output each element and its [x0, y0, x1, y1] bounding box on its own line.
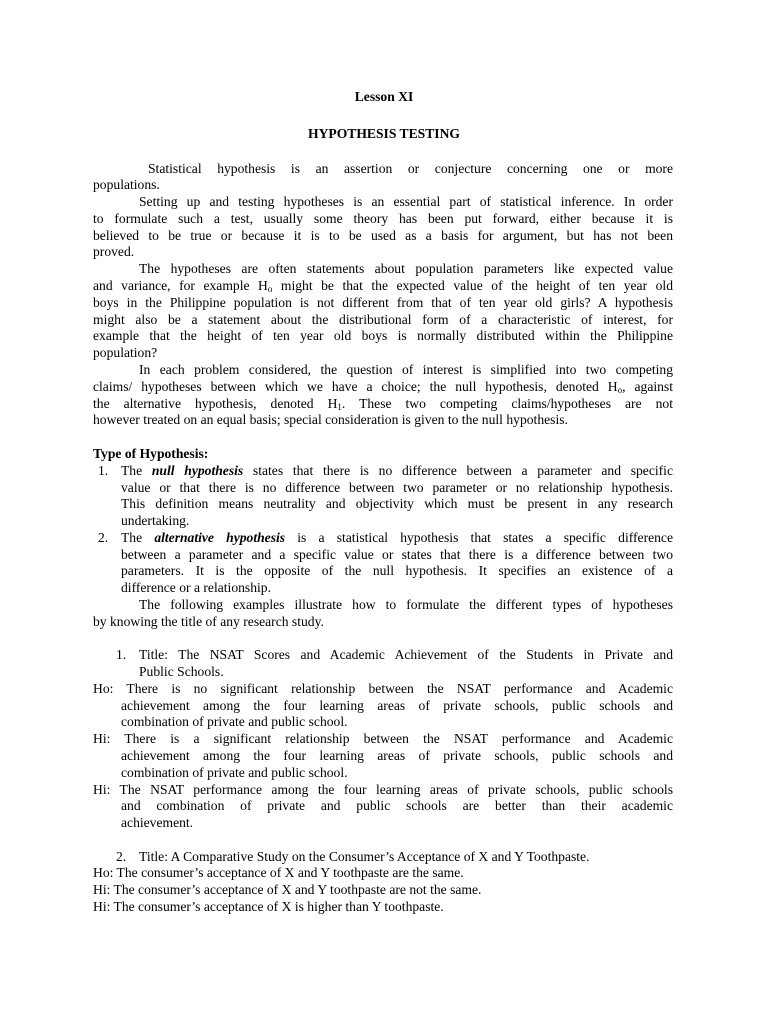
- example-number: 2.: [116, 849, 127, 864]
- paragraph-line: might also be a statement about the distributional form of a characteristic of interest, for: [93, 312, 673, 327]
- paragraph-line: populations.: [93, 177, 160, 192]
- paragraph-line: In each problem considered, the question of interest is simplified into two competing: [139, 362, 673, 377]
- paragraph-line: Setting up and testing hypotheses is an essential part of statistical inference. In order: [139, 194, 673, 209]
- page-title: HYPOTHESIS TESTING: [308, 126, 460, 141]
- hypothesis-hi: Hi: The NSAT performance among the four learning areas of private schools, public schools: [93, 782, 673, 797]
- paragraph-line: believed to be true or because it is to be used as a basis for argument, but has not been: [93, 228, 673, 243]
- example-title: Title: The NSAT Scores and Academic Achievement of the Students in Private and: [139, 647, 673, 662]
- list-item: The alternative hypothesis is a statistical hypothesis that states a specific difference: [121, 530, 673, 545]
- example-number: 1.: [116, 647, 127, 662]
- list-item-line: undertaking.: [121, 513, 190, 528]
- paragraph-line: The hypotheses are often statements about population parameters like expected value: [139, 261, 673, 276]
- paragraph-line: proved.: [93, 244, 135, 259]
- example-title: Public Schools.: [139, 664, 224, 679]
- list-item-line: parameters. It is the opposite of the null hypothesis. It specifies an existence of a: [121, 563, 673, 578]
- hypothesis-ho: achievement among the four learning areas of private schools, public schools and: [121, 698, 673, 713]
- paragraph-line: claims/ hypotheses between which we have a choice; the null hypothesis, denoted $H_o$, against: [93, 379, 674, 395]
- list-number: 1.: [98, 463, 109, 478]
- paragraph-line: The following examples illustrate how to formulate the different types of hypotheses: [139, 597, 673, 612]
- hypothesis-hi: achievement.: [121, 815, 194, 830]
- paragraph-line: however treated on an equal basis; special consideration is given to the null hypothesis.: [93, 412, 568, 427]
- list-item-line: value or that there is no difference between two parameter or no relationship hypothesis.: [121, 480, 673, 495]
- hypothesis-hi: Hi: There is a significant relationship between the NSAT performance and Academic: [93, 731, 673, 746]
- list-number: 2.: [98, 530, 109, 545]
- paragraph-line: and variance, for example $H_o$ might be that the expected value of the height of ten year old: [93, 278, 673, 294]
- paragraph-line: example that the height of ten year old boys is normally distributed within the Philippine: [93, 328, 673, 343]
- hypothesis-ho: combination of private and public school.: [121, 714, 348, 729]
- list-item-line: between a parameter and a specific value or states that there is a difference between two: [121, 547, 673, 562]
- list-item: The null hypothesis states that there is no difference between a parameter and specific: [121, 463, 673, 478]
- hypothesis-ho: Ho: There is no significant relationship between the NSAT performance and Academic: [93, 681, 673, 696]
- hypothesis-hi: Hi: The consumer’s acceptance of X is higher than Y toothpaste.: [93, 899, 444, 914]
- hypothesis-hi: combination of private and public school.: [121, 765, 348, 780]
- list-item-line: difference or a relationship.: [121, 580, 271, 595]
- paragraph-line: by knowing the title of any research study.: [93, 614, 324, 629]
- hypothesis-hi: and combination of private and public schools are better than their academic: [121, 798, 673, 813]
- hypothesis-ho: Ho: The consumer’s acceptance of X and Y toothpaste are the same.: [93, 865, 464, 880]
- example-title: Title: A Comparative Study on the Consumer’s Acceptance of X and Y Toothpaste.: [139, 849, 590, 864]
- hypothesis-hi: achievement among the four learning areas of private schools, public schools and: [121, 748, 673, 763]
- paragraph-line: population?: [93, 345, 158, 360]
- section-heading: Type of Hypothesis:: [93, 446, 209, 461]
- lesson-label: Lesson XI: [354, 89, 414, 104]
- paragraph-line: to formulate such a test, usually some theory has been put forward, either because it is: [93, 211, 673, 226]
- paragraph-line: Statistical hypothesis is an assertion or conjecture concerning one or more: [148, 161, 673, 176]
- paragraph-line: boys in the Philippine population is not different from that of ten year old girls? A hypothesis: [93, 295, 673, 310]
- paragraph-line: the alternative hypothesis, denoted $H_1$. These two competing claims/hypotheses are not: [93, 396, 673, 412]
- list-item-line: This definition means neutrality and objectivity which must be present in any research: [121, 496, 673, 511]
- hypothesis-hi: Hi: The consumer’s acceptance of X and Y toothpaste are not the same.: [93, 882, 482, 897]
